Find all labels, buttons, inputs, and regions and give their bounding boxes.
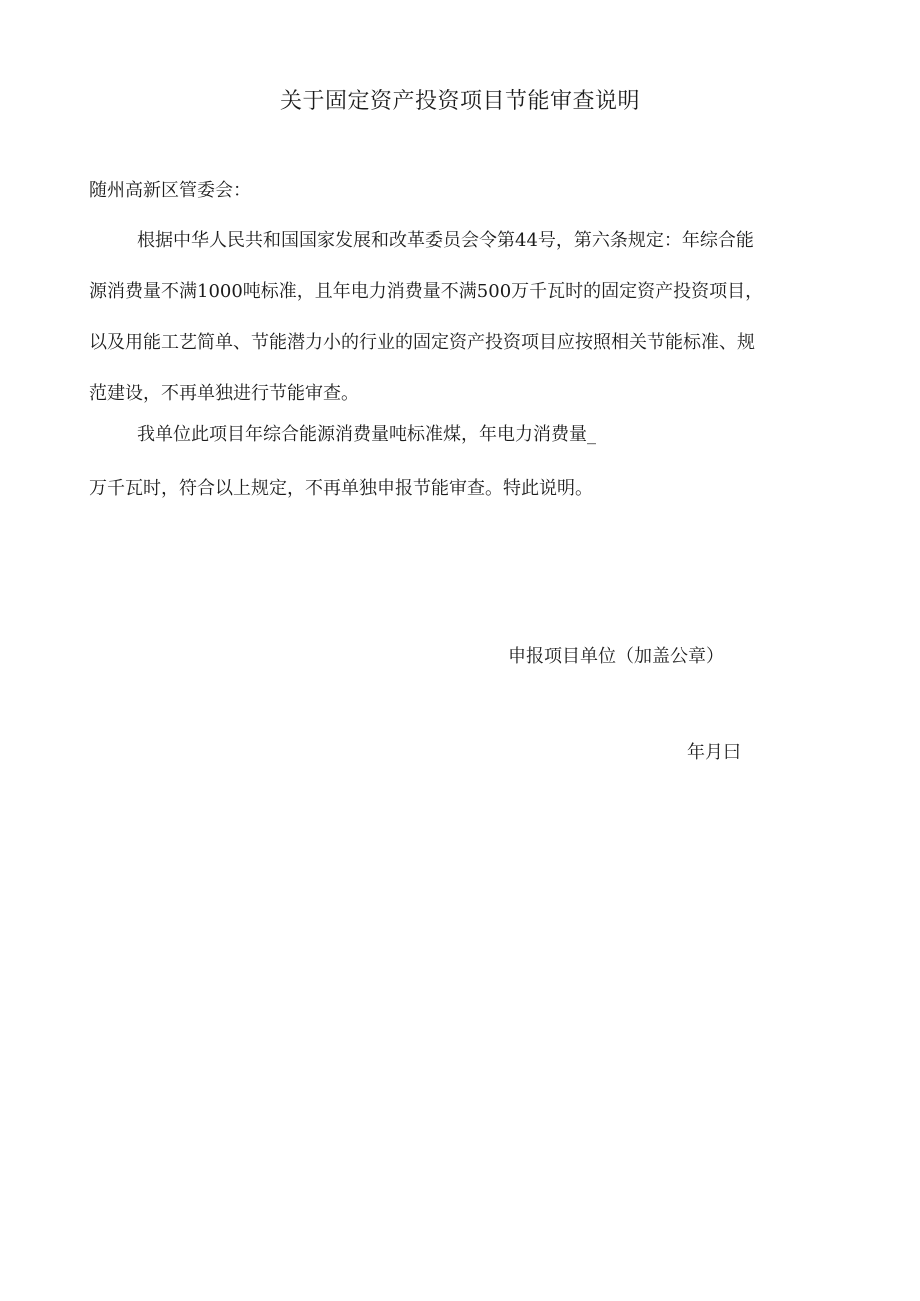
paragraph-line: 我单位此项目年综合能源消费量吨标准煤，年电力消费量_ xyxy=(137,424,596,445)
paragraph-line: 根据中华人民共和国国家发展和改革委员会令第44号，第六条规定：年综合能 xyxy=(137,230,754,251)
signature-date: 年月曰 xyxy=(687,742,741,763)
paragraph-statement xyxy=(89,409,847,518)
paragraph-line: 以及用能工艺简单、节能潜力小的行业的固定资产投资项目应按照相关节能标准、规 xyxy=(89,332,755,353)
paragraph-line: 源消费量不满1000吨标准，且年电力消费量不满500万千瓦时的固定资产投资项目， xyxy=(89,281,764,302)
document-title: 关于固定资产投资项目节能审查说明 xyxy=(279,89,640,114)
signature-unit: 申报项目单位（加盖公章） xyxy=(508,646,724,667)
paragraph-line: 万千瓦时，符合以上规定，不再单独申报节能审查。特此说明。 xyxy=(89,478,593,499)
paragraph-regulation xyxy=(89,215,847,419)
salutation: 随州高新区管委会： xyxy=(89,180,251,201)
paragraph-line: 范建设，不再单独进行节能审查。 xyxy=(89,383,359,404)
